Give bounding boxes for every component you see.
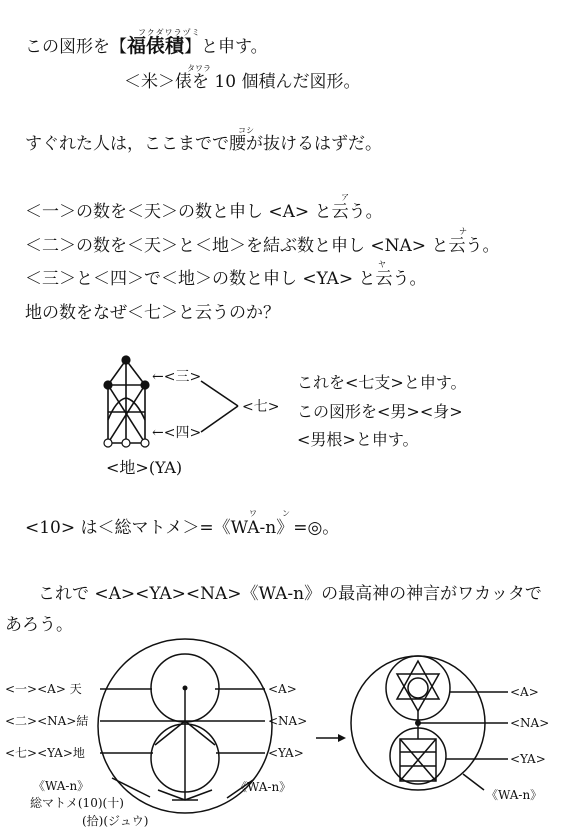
text: 神言: [406, 584, 441, 604]
right-label-1: <A>: [268, 682, 297, 696]
title-kanji: 福俵積: [127, 35, 185, 57]
bottom-left-1: 《WA-n》: [33, 779, 90, 793]
fig1-text-2: この図形を<男><身>: [297, 402, 463, 421]
ruby: コシ: [238, 126, 254, 135]
text: 》=◎。: [276, 518, 340, 538]
text: と云う。: [431, 236, 500, 256]
fig1-text-3: <男根>と申す。: [297, 430, 419, 449]
text: 腰: [229, 134, 246, 154]
right2-label-1: <A>: [510, 685, 539, 699]
text: がワカッタで: [440, 584, 542, 604]
text: <10> は＜総マトメ＞=《: [25, 518, 231, 538]
right-label-4: 《WA-n》: [235, 780, 292, 794]
line-7: 地の数をなぜ＜七＞と云うのか？: [25, 303, 280, 323]
text: を 10 個積んだ図形。: [192, 72, 361, 92]
line-10: あろう。: [5, 615, 73, 635]
text: WA-n: [230, 518, 277, 538]
left-label-1: <一><A> 天: [5, 682, 82, 696]
left-label-3: <七><YA>地: [5, 746, 85, 760]
text: 】と申す。: [184, 37, 268, 57]
text: この図形を【: [25, 37, 127, 57]
bottom-left-3: (拾)(ジュウ): [82, 814, 149, 828]
text: <NA>: [370, 236, 427, 256]
right-label-2: <NA>: [268, 714, 308, 728]
right-label-3: <YA>: [268, 746, 304, 760]
label-shi: ←<四>: [152, 425, 202, 441]
text: ＜米＞: [124, 72, 175, 92]
text: 俵: [175, 72, 192, 92]
label-chi: <地>(YA): [106, 458, 183, 477]
right2-label-4: 《WA-n》: [486, 788, 543, 802]
text: ＜一＞の数を＜天＞の数と申し: [25, 202, 263, 222]
text: と云う。: [358, 269, 427, 289]
ruby: ワ: [249, 509, 257, 518]
text: これで <A><YA><NA>《WA-n》の最高神の: [38, 584, 407, 604]
label-shichi: <七>: [242, 399, 280, 415]
ruby: ン: [282, 509, 290, 518]
text: ＜二＞の数を＜天＞と＜地＞を結ぶ数と申し: [25, 236, 365, 256]
text: すぐれた人は，ここまでで: [25, 134, 229, 154]
right2-label-3: <YA>: [510, 752, 546, 766]
text: ＜三＞と＜四＞で＜地＞の数と申し: [25, 269, 297, 289]
text: が抜けるはずだ。: [246, 134, 382, 154]
left-label-2: <二><NA>結: [5, 714, 89, 728]
ruby: ヤ: [378, 260, 386, 269]
bottom-left-2: 総マトメ(10)(十): [30, 796, 124, 810]
label-san: ←<三>: [152, 369, 202, 385]
ruby: フクダワラヅミ: [138, 28, 201, 37]
text: と云う。: [314, 202, 383, 222]
ruby: ア: [341, 193, 349, 202]
ruby: タワラ: [187, 64, 211, 73]
ruby: ナ: [459, 227, 467, 236]
fig1-text-1: これを<七支>と申す。: [297, 373, 467, 392]
text: <A>: [268, 202, 310, 222]
right2-label-2: <NA>: [510, 716, 550, 730]
text: <YA>: [302, 269, 354, 289]
